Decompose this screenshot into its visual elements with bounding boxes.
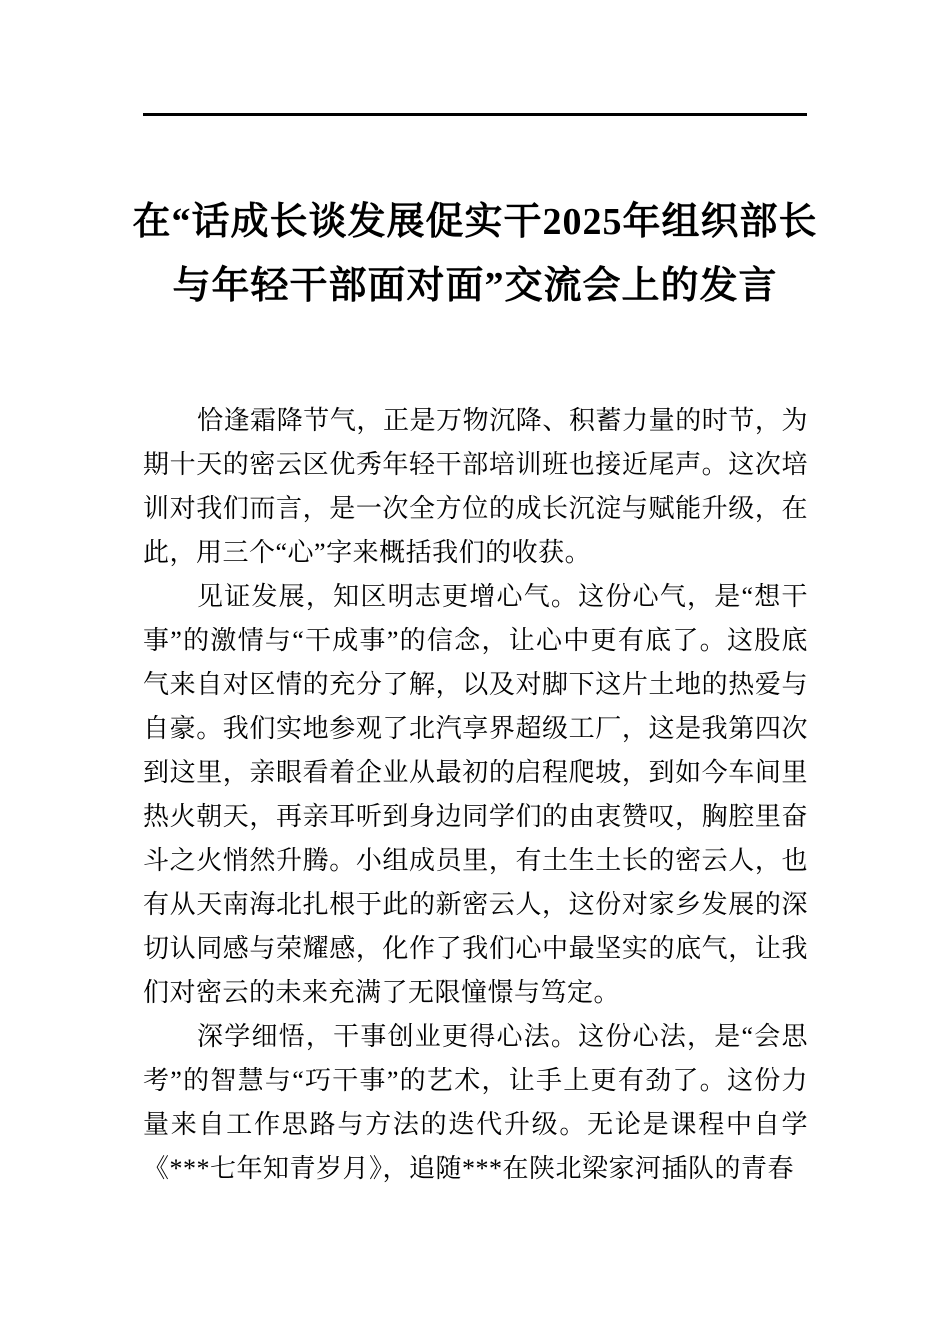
document-body <box>143 399 808 1191</box>
title-line-2: 与年轻干部面对面”交流会上的发言 <box>172 265 778 307</box>
header-rule <box>143 113 807 116</box>
title-line-1: 在“话成长谈发展促实干2025年组织部长 <box>132 201 818 243</box>
paragraph-2: 见证发展，知区明志更增心气。这份心气，是“想干事”的激情与“干成事”的信念，让心中更有底了。这股底气来自对区情的充分了解，以及对脚下这片土地的热爱与自豪。我们实地参观了北汽享界超级工厂，这是我第四次到这里，亲眼看着企业从最初的启程爬坡，到如今车间里热火朝天，再亲耳听到身边同学们的由衷赞叹，胸腔里奋斗之火悄然升腾。小组成员里，有土生土长的密云人，也有从天南海北扎根于此的新密云人，这份对家乡发展的深切认同感与荣耀感，化作了我们心中最坚实的底气，让我们对密云的未来充满了无限憧憬与笃定。 <box>143 582 808 1007</box>
document-title <box>123 190 827 318</box>
paragraph-1: 恰逢霜降节气，正是万物沉降、积蓄力量的时节，为期十天的密云区优秀年轻干部培训班也接近尾声。这次培训对我们而言，是一次全方位的成长沉淀与赋能升级，在此，用三个“心”字来概括我们的收获。 <box>143 406 808 567</box>
paragraph-3: 深学细悟，干事创业更得心法。这份心法，是“会思考”的智慧与“巧干事”的艺术，让手上更有劲了。这份力量来自工作思路与方法的迭代升级。无论是课程中自学《***七年知青岁月》，追随***在陕北梁家河插队的青春 <box>143 1022 808 1183</box>
